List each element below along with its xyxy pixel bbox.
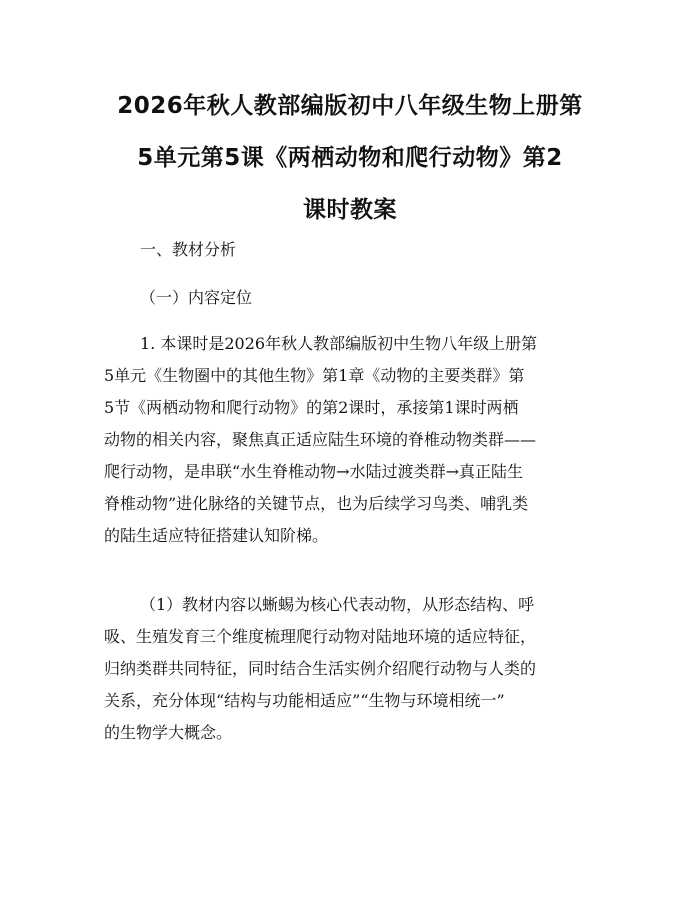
- paragraph-content-position: [104, 328, 604, 552]
- subsection-heading: （一）内容定位: [140, 288, 253, 307]
- title-line: 2026年秋人教部编版初中八年级生物上册第: [117, 93, 583, 119]
- paragraph-line: （1）教材内容以蜥蜴为核心代表动物，从形态结构、呼: [140, 595, 535, 614]
- paragraph-line: 关系，充分体现“结构与功能相适应”“生物与环境相统一”: [104, 691, 505, 710]
- paragraph-line: 5单元《生物圈中的其他生物》第1章《动物的主要类群》第: [104, 366, 525, 385]
- paragraph-line: 动物的相关内容，聚焦真正适应陆生环境的脊椎动物类群——: [104, 430, 537, 449]
- paragraph-line: 吸、生殖发育三个维度梳理爬行动物对陆地环境的适应特征，: [104, 627, 537, 646]
- paragraph-line: 归纳类群共同特征，同时结合生活实例介绍爬行动物与人类的: [104, 659, 537, 678]
- section-heading: 一、教材分析: [140, 240, 237, 259]
- paragraph-line: 的生物学大概念。: [104, 723, 233, 742]
- paragraph-textbook-content: [104, 589, 604, 749]
- paragraph-line: 爬行动物，是串联“水生脊椎动物→水陆过渡类群→真正陆生: [104, 462, 523, 481]
- document-title: [95, 80, 605, 236]
- paragraph-line: 的陆生适应特征搭建认知阶梯。: [104, 526, 329, 545]
- paragraph-line: 脊椎动物”进化脉络的关键节点，也为后续学习鸟类、哺乳类: [104, 494, 529, 513]
- paragraph-line: 1. 本课时是2026年秋人教部编版初中生物八年级上册第: [140, 334, 538, 353]
- paragraph-line: 5节《两栖动物和爬行动物》的第2课时，承接第1课时两栖: [104, 398, 519, 417]
- title-line: 5单元第5课《两栖动物和爬行动物》第2: [137, 145, 563, 171]
- title-line: 课时教案: [303, 197, 397, 223]
